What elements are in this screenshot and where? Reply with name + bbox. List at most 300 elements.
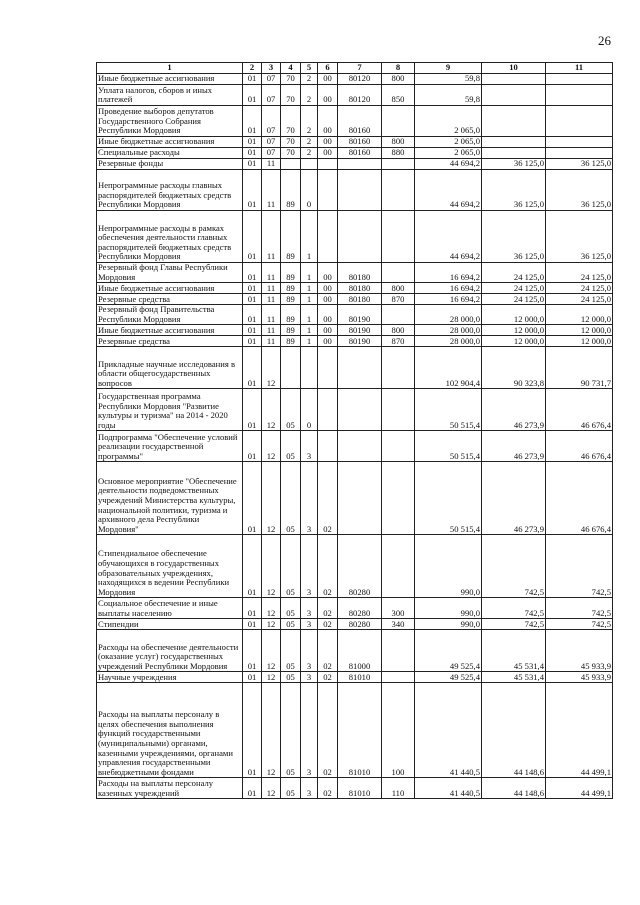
amount-cell: 59,8 [415,85,482,106]
expense-name-cell: Иные бюджетные ассигнования [97,325,243,336]
code-cell: 70 [281,74,301,85]
table-row [97,619,613,630]
code-cell: 2 [301,137,318,148]
code-cell: 05 [281,598,301,619]
code-cell: 3 [301,431,318,462]
table-row [97,106,613,137]
column-header: 8 [382,63,415,74]
expense-name-cell: Расходы на выплаты персоналу в целях обеспечения выполнения функций государственными (муниципальными) органами, казенными учреждениями, органами управления государственными внебюджетными фондами [97,683,243,778]
code-cell: 12 [262,598,281,619]
code-cell [382,462,415,535]
amount-cell [546,137,613,148]
code-cell [382,211,415,263]
expense-name-cell: Специальные расходы [97,148,243,159]
code-cell: 3 [301,598,318,619]
code-cell: 02 [318,630,338,672]
code-cell [318,347,338,389]
code-cell: 01 [243,619,262,630]
code-cell: 12 [262,683,281,778]
code-cell: 00 [318,283,338,294]
code-cell [382,159,415,170]
amount-cell: 24 125,0 [546,294,613,305]
amount-cell: 50 515,4 [415,462,482,535]
code-cell: 11 [262,336,281,347]
amount-cell: 49 525,4 [415,630,482,672]
expense-name-cell: Резервные фонды [97,159,243,170]
code-cell: 01 [243,598,262,619]
code-cell: 01 [243,389,262,431]
code-cell: 800 [382,74,415,85]
amount-cell: 990,0 [415,535,482,598]
amount-cell: 12 000,0 [482,325,546,336]
code-cell: 01 [243,305,262,325]
code-cell: 01 [243,170,262,211]
code-cell: 3 [301,619,318,630]
amount-cell: 102 904,4 [415,347,482,389]
code-cell: 05 [281,619,301,630]
code-cell [338,159,382,170]
code-cell: 11 [262,305,281,325]
code-cell: 0 [301,170,318,211]
column-header: 11 [546,63,613,74]
amount-cell: 50 515,4 [415,431,482,462]
code-cell: 05 [281,535,301,598]
code-cell [382,305,415,325]
code-cell: 00 [318,263,338,283]
code-cell: 05 [281,778,301,799]
expense-name-cell: Социальное обеспечение и иные выплаты населению [97,598,243,619]
code-cell [382,535,415,598]
code-cell: 1 [301,283,318,294]
code-cell: 01 [243,294,262,305]
code-cell: 01 [243,106,262,137]
table-row [97,305,613,325]
code-cell: 00 [318,325,338,336]
code-cell: 110 [382,778,415,799]
code-cell: 05 [281,389,301,431]
table-row [97,598,613,619]
expense-name-cell: Резервный фонд Правительства Республики Мордовия [97,305,243,325]
code-cell: 2 [301,148,318,159]
amount-cell: 45 933,9 [546,672,613,683]
amount-cell [546,74,613,85]
code-cell: 11 [262,294,281,305]
amount-cell: 16 694,2 [415,294,482,305]
code-cell: 81010 [338,778,382,799]
code-cell: 01 [243,683,262,778]
table-row [97,672,613,683]
amount-cell: 990,0 [415,598,482,619]
amount-cell: 36 125,0 [482,211,546,263]
amount-cell: 44 499,1 [546,683,613,778]
code-cell: 89 [281,211,301,263]
code-cell [338,211,382,263]
amount-cell: 46 676,4 [546,389,613,431]
code-cell [338,389,382,431]
expense-name-cell: Стипендиальное обеспечение обучающихся в государственных образовательных учреждениях, находящихся в ведении Республики Мордовия [97,535,243,598]
code-cell [318,211,338,263]
code-cell: 80180 [338,263,382,283]
code-cell: 01 [243,431,262,462]
code-cell: 81010 [338,672,382,683]
code-cell [318,170,338,211]
code-cell: 1 [301,305,318,325]
code-cell: 02 [318,598,338,619]
code-cell [382,431,415,462]
code-cell: 800 [382,137,415,148]
code-cell [281,159,301,170]
expense-name-cell: Стипендии [97,619,243,630]
amount-cell: 36 125,0 [482,170,546,211]
code-cell: 1 [301,294,318,305]
code-cell: 01 [243,535,262,598]
code-cell: 80180 [338,294,382,305]
code-cell [318,159,338,170]
code-cell: 11 [262,159,281,170]
code-cell: 02 [318,672,338,683]
code-cell: 01 [243,211,262,263]
expense-name-cell: Непрограммные расходы в рамках обеспечения деятельности главных распорядителей бюджетных средств Республики Мордовия [97,211,243,263]
code-cell: 01 [243,336,262,347]
code-cell: 100 [382,683,415,778]
amount-cell: 28 000,0 [415,336,482,347]
code-cell: 80160 [338,137,382,148]
code-cell: 01 [243,263,262,283]
code-cell: 12 [262,630,281,672]
code-cell: 05 [281,462,301,535]
amount-cell: 742,5 [546,619,613,630]
code-cell: 01 [243,148,262,159]
code-cell: 850 [382,85,415,106]
budget-table [96,62,613,799]
table-row [97,137,613,148]
table-row [97,630,613,672]
code-cell: 00 [318,106,338,137]
code-cell: 3 [301,778,318,799]
table-row [97,283,613,294]
amount-cell [482,106,546,137]
header-row [97,63,613,74]
amount-cell: 90 731,7 [546,347,613,389]
code-cell: 05 [281,683,301,778]
expense-name-cell: Непрограммные расходы главных распорядителей бюджетных средств Республики Мордовия [97,170,243,211]
code-cell [382,672,415,683]
code-cell: 01 [243,630,262,672]
table-row [97,336,613,347]
expense-name-cell: Проведение выборов депутатов Государственного Собрания Республики Мордовия [97,106,243,137]
amount-cell: 50 515,4 [415,389,482,431]
expense-name-cell: Резервные средства [97,294,243,305]
table-row [97,389,613,431]
code-cell: 02 [318,535,338,598]
code-cell: 11 [262,263,281,283]
code-cell: 80280 [338,619,382,630]
amount-cell: 12 000,0 [546,325,613,336]
code-cell: 300 [382,598,415,619]
code-cell: 1 [301,336,318,347]
amount-cell: 44 148,6 [482,778,546,799]
amount-cell: 742,5 [482,598,546,619]
amount-cell [546,148,613,159]
table-row [97,325,613,336]
code-cell: 89 [281,170,301,211]
amount-cell [482,137,546,148]
amount-cell: 45 531,4 [482,630,546,672]
code-cell: 07 [262,137,281,148]
code-cell: 3 [301,462,318,535]
code-cell [382,630,415,672]
amount-cell: 45 933,9 [546,630,613,672]
expense-name-cell: Прикладные научные исследования в области общегосударственных вопросов [97,347,243,389]
code-cell: 80180 [338,283,382,294]
amount-cell: 44 499,1 [546,778,613,799]
code-cell: 01 [243,159,262,170]
column-header: 3 [262,63,281,74]
code-cell: 02 [318,619,338,630]
code-cell [382,170,415,211]
amount-cell: 24 125,0 [482,283,546,294]
code-cell: 80190 [338,305,382,325]
code-cell: 12 [262,619,281,630]
code-cell [301,159,318,170]
column-header: 4 [281,63,301,74]
code-cell: 02 [318,462,338,535]
expense-name-cell: Расходы на обеспечение деятельности (оказание услуг) государственных учреждений Республики Мордовия [97,630,243,672]
code-cell: 70 [281,137,301,148]
expense-name-cell: Подпрограмма "Обеспечение условий реализации государственной программы" [97,431,243,462]
code-cell: 89 [281,283,301,294]
table-row [97,211,613,263]
code-cell [318,431,338,462]
amount-cell [482,85,546,106]
amount-cell: 12 000,0 [482,305,546,325]
table-row [97,85,613,106]
code-cell: 12 [262,389,281,431]
amount-cell: 46 273,9 [482,431,546,462]
code-cell: 89 [281,305,301,325]
table-row [97,263,613,283]
code-cell: 02 [318,778,338,799]
code-cell: 01 [243,347,262,389]
code-cell [338,431,382,462]
code-cell: 05 [281,431,301,462]
table-row [97,159,613,170]
code-cell: 00 [318,294,338,305]
amount-cell: 36 125,0 [482,159,546,170]
code-cell: 870 [382,336,415,347]
code-cell: 01 [243,85,262,106]
expense-name-cell: Государственная программа Республики Мордовия "Развитие культуры и туризма" на 2014 - 2020 годы [97,389,243,431]
table-row [97,431,613,462]
code-cell: 80120 [338,74,382,85]
code-cell: 80280 [338,598,382,619]
table-row [97,347,613,389]
amount-cell: 742,5 [546,535,613,598]
code-cell: 81010 [338,683,382,778]
code-cell [281,347,301,389]
table-row [97,74,613,85]
code-cell: 2 [301,85,318,106]
code-cell: 89 [281,325,301,336]
code-cell: 01 [243,672,262,683]
expense-name-cell: Иные бюджетные ассигнования [97,74,243,85]
amount-cell: 2 065,0 [415,148,482,159]
code-cell: 80190 [338,325,382,336]
code-cell: 880 [382,148,415,159]
amount-cell [482,148,546,159]
table-row [97,535,613,598]
amount-cell [482,74,546,85]
code-cell: 3 [301,683,318,778]
amount-cell: 742,5 [482,535,546,598]
code-cell: 12 [262,672,281,683]
code-cell: 00 [318,336,338,347]
code-cell: 12 [262,431,281,462]
code-cell [382,347,415,389]
code-cell: 00 [318,74,338,85]
amount-cell: 24 125,0 [546,263,613,283]
code-cell: 02 [318,683,338,778]
code-cell: 12 [262,778,281,799]
expense-name-cell: Иные бюджетные ассигнования [97,283,243,294]
code-cell: 3 [301,672,318,683]
expense-name-cell: Расходы на выплаты персоналу казенных учреждений [97,778,243,799]
code-cell: 340 [382,619,415,630]
code-cell: 3 [301,535,318,598]
column-header: 7 [338,63,382,74]
code-cell: 11 [262,283,281,294]
code-cell: 05 [281,672,301,683]
code-cell: 89 [281,294,301,305]
code-cell: 70 [281,148,301,159]
amount-cell: 49 525,4 [415,672,482,683]
code-cell: 81000 [338,630,382,672]
column-header: 6 [318,63,338,74]
amount-cell: 12 000,0 [482,336,546,347]
code-cell: 2 [301,74,318,85]
code-cell: 07 [262,148,281,159]
amount-cell: 742,5 [546,598,613,619]
code-cell: 05 [281,630,301,672]
code-cell: 12 [262,347,281,389]
table-row [97,294,613,305]
code-cell: 12 [262,535,281,598]
code-cell: 3 [301,630,318,672]
amount-cell: 44 694,2 [415,170,482,211]
code-cell: 01 [243,462,262,535]
amount-cell: 46 676,4 [546,462,613,535]
amount-cell: 36 125,0 [546,170,613,211]
code-cell: 01 [243,283,262,294]
amount-cell: 41 440,5 [415,683,482,778]
code-cell: 00 [318,85,338,106]
amount-cell: 41 440,5 [415,778,482,799]
code-cell: 1 [301,211,318,263]
code-cell: 12 [262,462,281,535]
code-cell: 80160 [338,148,382,159]
amount-cell: 46 273,9 [482,389,546,431]
page-number: 26 [598,33,611,48]
expense-name-cell: Научные учреждения [97,672,243,683]
amount-cell: 28 000,0 [415,325,482,336]
code-cell [382,106,415,137]
code-cell: 70 [281,106,301,137]
code-cell: 07 [262,106,281,137]
code-cell: 00 [318,137,338,148]
amount-cell [546,85,613,106]
table-row [97,148,613,159]
code-cell [338,170,382,211]
amount-cell: 2 065,0 [415,137,482,148]
code-cell: 01 [243,74,262,85]
amount-cell: 90 323,8 [482,347,546,389]
code-cell: 2 [301,106,318,137]
amount-cell: 36 125,0 [546,159,613,170]
code-cell: 89 [281,263,301,283]
column-header: 5 [301,63,318,74]
column-header: 2 [243,63,262,74]
code-cell: 00 [318,305,338,325]
code-cell: 70 [281,85,301,106]
code-cell: 800 [382,283,415,294]
table-body [97,74,613,799]
amount-cell: 2 065,0 [415,106,482,137]
table-row [97,778,613,799]
code-cell: 80190 [338,336,382,347]
expense-name-cell: Резервные средства [97,336,243,347]
code-cell: 07 [262,74,281,85]
amount-cell: 990,0 [415,619,482,630]
code-cell [338,347,382,389]
amount-cell: 59,8 [415,74,482,85]
amount-cell: 44 694,2 [415,159,482,170]
code-cell: 07 [262,85,281,106]
code-cell: 01 [243,137,262,148]
amount-cell: 16 694,2 [415,283,482,294]
amount-cell: 44 694,2 [415,211,482,263]
table-row [97,170,613,211]
amount-cell: 46 273,9 [482,462,546,535]
expense-name-cell: Иные бюджетные ассигнования [97,137,243,148]
code-cell [318,389,338,431]
amount-cell: 46 676,4 [546,431,613,462]
code-cell: 11 [262,211,281,263]
code-cell [382,263,415,283]
table-row [97,462,613,535]
amount-cell [546,106,613,137]
amount-cell: 28 000,0 [415,305,482,325]
expense-name-cell: Основное мероприятие "Обеспечение деятельности подведомственных учреждений Министерства культуры, национальной политики, туризма и архивного дела Республики Мордовия" [97,462,243,535]
amount-cell: 16 694,2 [415,263,482,283]
amount-cell: 45 531,4 [482,672,546,683]
code-cell: 800 [382,325,415,336]
column-header: 1 [97,63,243,74]
amount-cell: 742,5 [482,619,546,630]
code-cell [382,389,415,431]
code-cell: 0 [301,389,318,431]
code-cell: 11 [262,325,281,336]
code-cell: 80120 [338,85,382,106]
amount-cell: 24 125,0 [482,294,546,305]
code-cell: 1 [301,263,318,283]
expense-name-cell: Резервный фонд Главы Республики Мордовия [97,263,243,283]
code-cell: 80280 [338,535,382,598]
code-cell: 870 [382,294,415,305]
amount-cell: 44 148,6 [482,683,546,778]
amount-cell: 36 125,0 [546,211,613,263]
code-cell [301,347,318,389]
column-header: 10 [482,63,546,74]
